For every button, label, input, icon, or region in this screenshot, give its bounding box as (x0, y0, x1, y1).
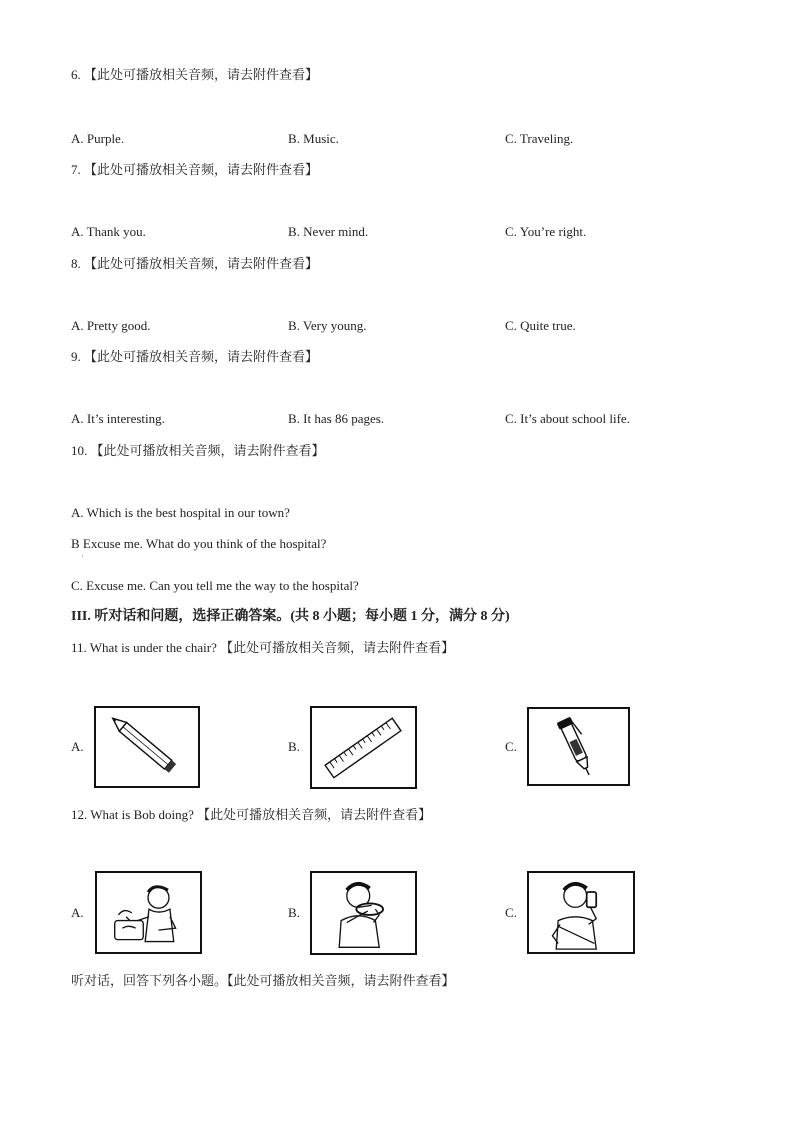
boy-washing-icon (97, 873, 200, 952)
q6-prompt: 6. 【此处可播放相关音频，请去附件查看】 (71, 67, 319, 82)
q11-option-b-label[interactable]: B. (288, 739, 300, 754)
q12-prompt: 12. What is Bob doing? 【此处可播放相关音频，请去附件查看】 (71, 807, 432, 822)
pen-icon (529, 709, 628, 784)
q12-option-c-label[interactable]: C. (505, 905, 517, 920)
boy-eating-icon (312, 873, 415, 953)
q7-option-c[interactable]: C. You’re right. (505, 224, 587, 239)
q6-option-b[interactable]: B. Music. (288, 131, 339, 146)
stray-dot: · (81, 552, 84, 561)
q6-option-a[interactable]: A. Purple. (71, 131, 125, 146)
q6-option-c[interactable]: C. Traveling. (505, 131, 574, 146)
q7-prompt: 7. 【此处可播放相关音频，请去附件查看】 (71, 162, 319, 177)
q7-option-a[interactable]: A. Thank you. (71, 224, 146, 239)
q10-option-c[interactable]: C. Excuse me. Can you tell me the way to the hospital? (71, 578, 359, 593)
q12-option-b-image[interactable] (310, 871, 417, 955)
q12-option-b-label[interactable]: B. (288, 905, 300, 920)
section-heading: III. 听对话和问题，选择正确答案。(共 8 小题；每小题 1 分，满分 8 分) (71, 609, 510, 624)
q9-option-a[interactable]: A. It’s interesting. (71, 411, 165, 426)
q12-option-a-image[interactable] (95, 871, 202, 954)
q11-prompt: 11. What is under the chair? 【此处可播放相关音频，请去附件查看】 (71, 640, 455, 655)
pencil-icon (96, 708, 198, 786)
q10-option-b[interactable]: B Excuse me. What do you think of the hospital? (71, 536, 327, 551)
q11-option-a-image[interactable] (94, 706, 200, 788)
q12-option-c-image[interactable] (527, 871, 635, 954)
q11-option-a-label[interactable]: A. (71, 739, 84, 754)
listening-instruction: 听对话，回答下列各小题。【此处可播放相关音频，请去附件查看】 (71, 973, 455, 988)
q9-prompt: 9. 【此处可播放相关音频，请去附件查看】 (71, 349, 319, 364)
q8-option-a[interactable]: A. Pretty good. (71, 318, 151, 333)
q8-prompt: 8. 【此处可播放相关音频，请去附件查看】 (71, 256, 319, 271)
ruler-icon (312, 708, 415, 787)
boy-drinking-icon (529, 873, 633, 952)
q11-option-b-image[interactable] (310, 706, 417, 789)
q11-option-c-label[interactable]: C. (505, 739, 517, 754)
q10-option-a[interactable]: A. Which is the best hospital in our town? (71, 505, 290, 520)
q8-option-c[interactable]: C. Quite true. (505, 318, 576, 333)
q12-option-a-label[interactable]: A. (71, 905, 84, 920)
q11-option-c-image[interactable] (527, 707, 630, 786)
q7-option-b[interactable]: B. Never mind. (288, 224, 369, 239)
q9-option-c[interactable]: C. It’s about school life. (505, 411, 630, 426)
q8-option-b[interactable]: B. Very young. (288, 318, 367, 333)
q10-prompt: 10. 【此处可播放相关音频，请去附件查看】 (71, 443, 325, 458)
q9-option-b[interactable]: B. It has 86 pages. (288, 411, 385, 426)
